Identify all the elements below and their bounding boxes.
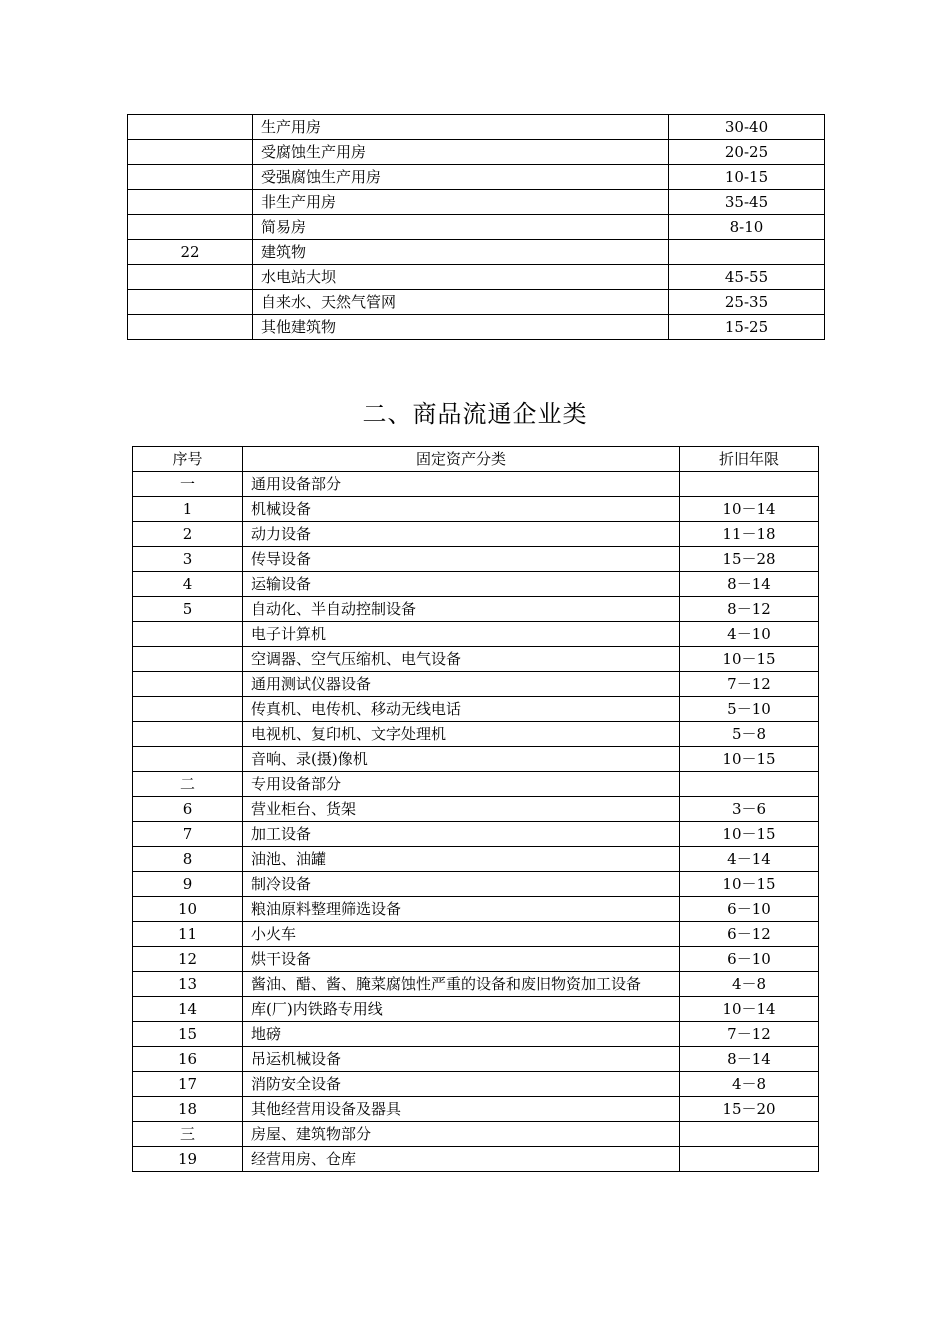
depreciation-table-continued — [127, 114, 825, 340]
row-category: 受强腐蚀生产用房 — [253, 165, 669, 190]
row-category: 电子计算机 — [243, 622, 680, 647]
row-years: 15－28 — [680, 547, 819, 572]
table-row — [133, 922, 819, 947]
table-row — [133, 1122, 819, 1147]
row-years: 20-25 — [669, 140, 825, 165]
row-number: 4 — [133, 572, 243, 597]
table-row — [133, 522, 819, 547]
table-row — [128, 240, 825, 265]
row-number: 3 — [133, 547, 243, 572]
row-years: 10－14 — [680, 497, 819, 522]
row-category: 传导设备 — [243, 547, 680, 572]
row-category: 制冷设备 — [243, 872, 680, 897]
row-number — [133, 697, 243, 722]
row-years: 15-25 — [669, 315, 825, 340]
row-category: 营业柜台、货架 — [243, 797, 680, 822]
row-years: 10－14 — [680, 997, 819, 1022]
table-row — [133, 872, 819, 897]
row-years: 10－15 — [680, 872, 819, 897]
header-years: 折旧年限 — [680, 447, 819, 472]
row-category: 吊运机械设备 — [243, 1047, 680, 1072]
row-number: 2 — [133, 522, 243, 547]
row-category: 运输设备 — [243, 572, 680, 597]
table-row — [133, 497, 819, 522]
row-years: 7－12 — [680, 672, 819, 697]
row-number: 10 — [133, 897, 243, 922]
row-category: 电视机、复印机、文字处理机 — [243, 722, 680, 747]
table-row — [128, 290, 825, 315]
row-years: 8－14 — [680, 1047, 819, 1072]
row-category: 房屋、建筑物部分 — [243, 1122, 680, 1147]
row-number: 16 — [133, 1047, 243, 1072]
row-category: 自来水、天然气管网 — [253, 290, 669, 315]
row-years: 8－12 — [680, 597, 819, 622]
row-category: 音响、录(摄)像机 — [243, 747, 680, 772]
row-years: 15－20 — [680, 1097, 819, 1122]
row-category: 粮油原料整理筛选设备 — [243, 897, 680, 922]
table-row — [133, 747, 819, 772]
row-category: 自动化、半自动控制设备 — [243, 597, 680, 622]
section-title: 二、商品流通企业类 — [362, 400, 588, 428]
table-row — [133, 1047, 819, 1072]
table-row — [128, 140, 825, 165]
table-body — [133, 472, 819, 1172]
row-years: 4－10 — [680, 622, 819, 647]
row-number — [128, 165, 253, 190]
row-years — [680, 772, 819, 797]
row-category: 生产用房 — [253, 115, 669, 140]
row-years — [669, 240, 825, 265]
row-years: 45-55 — [669, 265, 825, 290]
row-years — [680, 1147, 819, 1172]
row-number: 22 — [128, 240, 253, 265]
table-row — [128, 165, 825, 190]
table-header-row — [133, 447, 819, 472]
table-row — [128, 265, 825, 290]
row-years: 35-45 — [669, 190, 825, 215]
row-number: 7 — [133, 822, 243, 847]
table-row — [133, 1147, 819, 1172]
row-years: 6－10 — [680, 947, 819, 972]
row-number: 6 — [133, 797, 243, 822]
row-category: 库(厂)内铁路专用线 — [243, 997, 680, 1022]
row-category: 非生产用房 — [253, 190, 669, 215]
table-row — [128, 315, 825, 340]
row-number: 8 — [133, 847, 243, 872]
table-row — [133, 572, 819, 597]
row-number: 18 — [133, 1097, 243, 1122]
row-years: 6－12 — [680, 922, 819, 947]
row-category: 机械设备 — [243, 497, 680, 522]
table-row — [133, 622, 819, 647]
row-category: 受腐蚀生产用房 — [253, 140, 669, 165]
row-years — [680, 1122, 819, 1147]
table-row — [133, 997, 819, 1022]
row-number: 14 — [133, 997, 243, 1022]
row-number: 9 — [133, 872, 243, 897]
row-years: 6－10 — [680, 897, 819, 922]
row-years: 11－18 — [680, 522, 819, 547]
table-row — [133, 797, 819, 822]
row-years — [680, 472, 819, 497]
table-row — [133, 1097, 819, 1122]
row-number — [128, 215, 253, 240]
table-row — [133, 597, 819, 622]
row-number: 三 — [133, 1122, 243, 1147]
row-number: 12 — [133, 947, 243, 972]
row-years: 5－10 — [680, 697, 819, 722]
table-row — [133, 847, 819, 872]
row-years: 5－8 — [680, 722, 819, 747]
row-category: 动力设备 — [243, 522, 680, 547]
row-years: 10－15 — [680, 647, 819, 672]
row-years: 10－15 — [680, 747, 819, 772]
row-category: 水电站大坝 — [253, 265, 669, 290]
table-row — [133, 897, 819, 922]
table-row — [133, 472, 819, 497]
row-number: 1 — [133, 497, 243, 522]
table-row — [133, 772, 819, 797]
header-name: 固定资产分类 — [243, 447, 680, 472]
row-years: 30-40 — [669, 115, 825, 140]
row-category: 小火车 — [243, 922, 680, 947]
table-row — [128, 115, 825, 140]
table-row — [133, 972, 819, 997]
row-category: 消防安全设备 — [243, 1072, 680, 1097]
row-number: 11 — [133, 922, 243, 947]
row-years: 7－12 — [680, 1022, 819, 1047]
row-number: 17 — [133, 1072, 243, 1097]
row-number — [128, 140, 253, 165]
table-row — [133, 647, 819, 672]
row-years: 4－14 — [680, 847, 819, 872]
row-years: 10-15 — [669, 165, 825, 190]
row-category: 通用设备部分 — [243, 472, 680, 497]
row-number — [128, 290, 253, 315]
table-row — [133, 1072, 819, 1097]
row-number — [128, 115, 253, 140]
row-category: 酱油、醋、酱、腌菜腐蚀性严重的设备和废旧物资加工设备 — [243, 972, 680, 997]
row-category: 经营用房、仓库 — [243, 1147, 680, 1172]
table-row — [133, 1022, 819, 1047]
row-category: 其他建筑物 — [253, 315, 669, 340]
table-row — [133, 547, 819, 572]
row-number: 15 — [133, 1022, 243, 1047]
row-category: 地磅 — [243, 1022, 680, 1047]
table-row — [133, 672, 819, 697]
row-number — [133, 722, 243, 747]
table-row — [133, 697, 819, 722]
table-row — [133, 947, 819, 972]
row-years: 25-35 — [669, 290, 825, 315]
table-row — [128, 215, 825, 240]
row-number: 5 — [133, 597, 243, 622]
row-number: 一 — [133, 472, 243, 497]
row-years: 10－15 — [680, 822, 819, 847]
row-number: 19 — [133, 1147, 243, 1172]
row-number — [133, 647, 243, 672]
row-number — [128, 315, 253, 340]
row-category: 传真机、电传机、移动无线电话 — [243, 697, 680, 722]
commodity-circulation-depreciation-table — [132, 446, 819, 1172]
row-years: 4－8 — [680, 972, 819, 997]
table-row — [128, 190, 825, 215]
row-number — [133, 747, 243, 772]
row-category: 加工设备 — [243, 822, 680, 847]
header-no: 序号 — [133, 447, 243, 472]
row-number — [128, 190, 253, 215]
row-category: 通用测试仪器设备 — [243, 672, 680, 697]
row-years: 4－8 — [680, 1072, 819, 1097]
row-category: 专用设备部分 — [243, 772, 680, 797]
row-years: 8-10 — [669, 215, 825, 240]
row-number — [128, 265, 253, 290]
table-body — [128, 115, 825, 340]
row-number: 13 — [133, 972, 243, 997]
row-number: 二 — [133, 772, 243, 797]
table-row — [133, 822, 819, 847]
row-category: 烘干设备 — [243, 947, 680, 972]
row-category: 简易房 — [253, 215, 669, 240]
row-number — [133, 672, 243, 697]
row-category: 油池、油罐 — [243, 847, 680, 872]
row-category: 空调器、空气压缩机、电气设备 — [243, 647, 680, 672]
table-row — [133, 722, 819, 747]
row-years: 3－6 — [680, 797, 819, 822]
row-years: 8－14 — [680, 572, 819, 597]
row-category: 建筑物 — [253, 240, 669, 265]
row-category: 其他经营用设备及器具 — [243, 1097, 680, 1122]
row-number — [133, 622, 243, 647]
